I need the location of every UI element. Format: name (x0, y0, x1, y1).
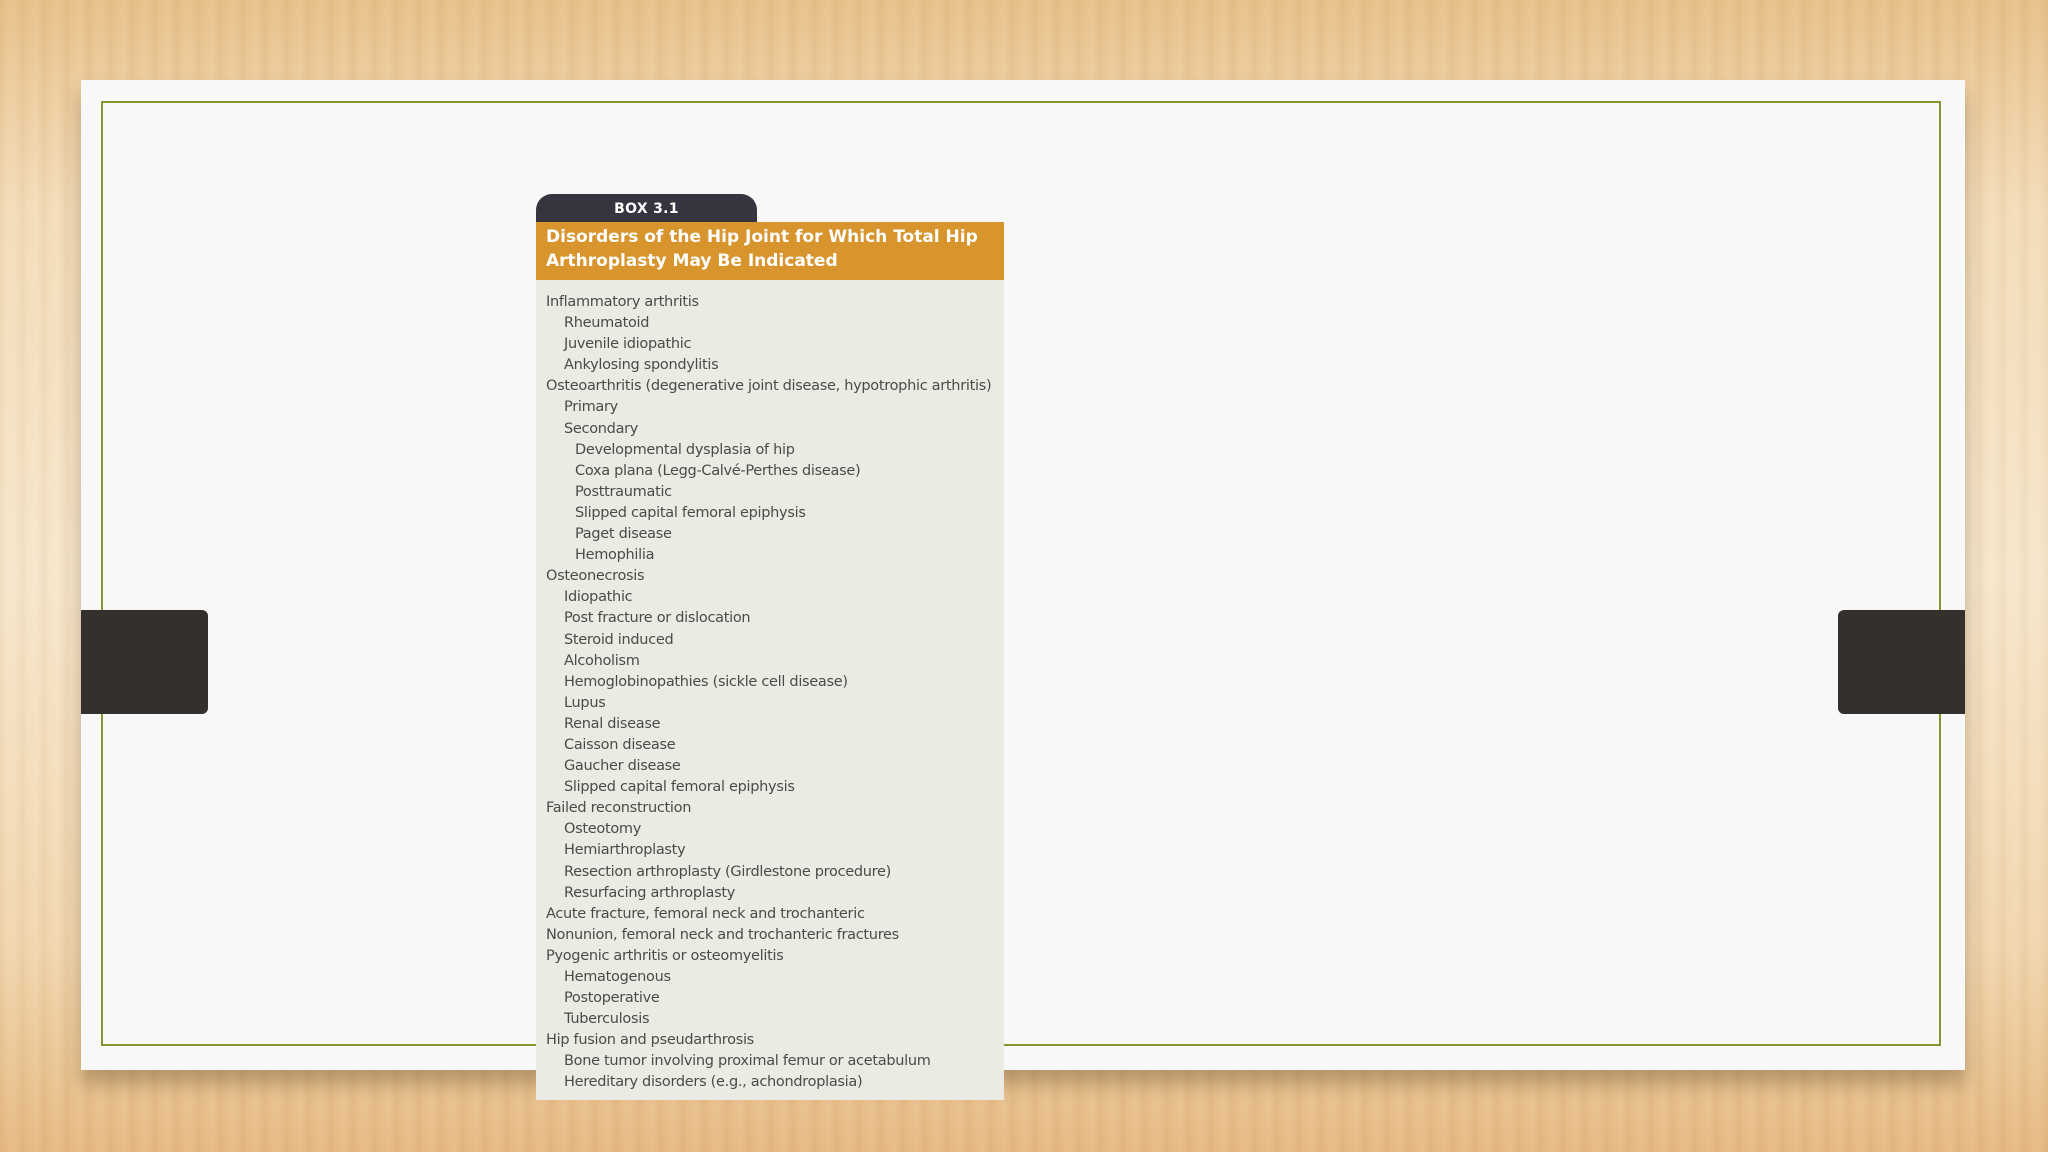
list-item: Secondary (564, 420, 639, 437)
list-item: Primary (564, 399, 618, 416)
list-item: Lupus (564, 694, 606, 711)
list-item: Juvenile idiopathic (564, 336, 692, 353)
list-item: Tuberculosis (564, 1011, 650, 1028)
list-item: Inflammatory arthritis (546, 294, 699, 310)
list-item: Slipped capital femoral epiphysis (575, 504, 806, 521)
list-item: Hemiarthroplasty (564, 842, 686, 859)
list-item: Postoperative (564, 990, 660, 1007)
list-item: Resection arthroplasty (Girdlestone procedure) (564, 863, 892, 880)
list-item: Hip fusion and pseudarthrosis (546, 1032, 754, 1049)
list-item: Alcoholism (564, 652, 640, 669)
list-item: Osteonecrosis (546, 568, 645, 585)
list-item: Hemoglobinopathies (sickle cell disease) (564, 673, 848, 690)
list-item: Idiopathic (564, 589, 633, 606)
list-item: Developmental dysplasia of hip (575, 441, 795, 458)
slide-left-tab-decoration (81, 610, 208, 714)
list-item: Ankylosing spondylitis (564, 357, 719, 374)
list-item: Coxa plana (Legg-Calvé-Perthes disease) (575, 462, 861, 479)
list-item: Osteoarthritis (degenerative joint disease, hypotrophic arthritis) (546, 378, 992, 395)
list-item: Rheumatoid (564, 315, 650, 332)
list-item: Posttraumatic (575, 483, 672, 500)
list-item: Pyogenic arthritis or osteomyelitis (546, 947, 784, 964)
list-item: Renal disease (564, 715, 661, 732)
list-item: Steroid induced (564, 631, 674, 648)
slide (81, 80, 1965, 1091)
box-body (536, 280, 1004, 1100)
list-item: Nonunion, femoral neck and trochanteric fractures (546, 926, 899, 943)
list-item: Hereditary disorders (e.g., achondroplasia) (564, 1074, 863, 1091)
list-item: Caisson disease (564, 736, 676, 753)
slide-right-tab-decoration (1838, 610, 1965, 714)
list-item: Paget disease (575, 526, 672, 543)
list-item: Acute fracture, femoral neck and trochanteric (546, 905, 865, 922)
list-item: Resurfacing arthroplasty (564, 884, 736, 901)
box-3-1 (536, 194, 1004, 1100)
slide-frame-border (101, 101, 1941, 1046)
list-item: Post fracture or dislocation (564, 610, 751, 627)
list-item: Bone tumor involving proximal femur or acetabulum (564, 1053, 931, 1070)
box-label: BOX 3.1 (536, 194, 757, 222)
list-item: Failed reconstruction (546, 800, 692, 817)
disorder-list (546, 292, 994, 1094)
list-item: Slipped capital femoral epiphysis (564, 779, 795, 796)
box-title: Disorders of the Hip Joint for Which Total Hip Arthroplasty May Be Indicated (536, 222, 1004, 280)
list-item: Osteotomy (564, 821, 642, 838)
list-item: Gaucher disease (564, 758, 681, 775)
list-item: Hematogenous (564, 969, 671, 985)
list-item: Hemophilia (575, 547, 655, 564)
